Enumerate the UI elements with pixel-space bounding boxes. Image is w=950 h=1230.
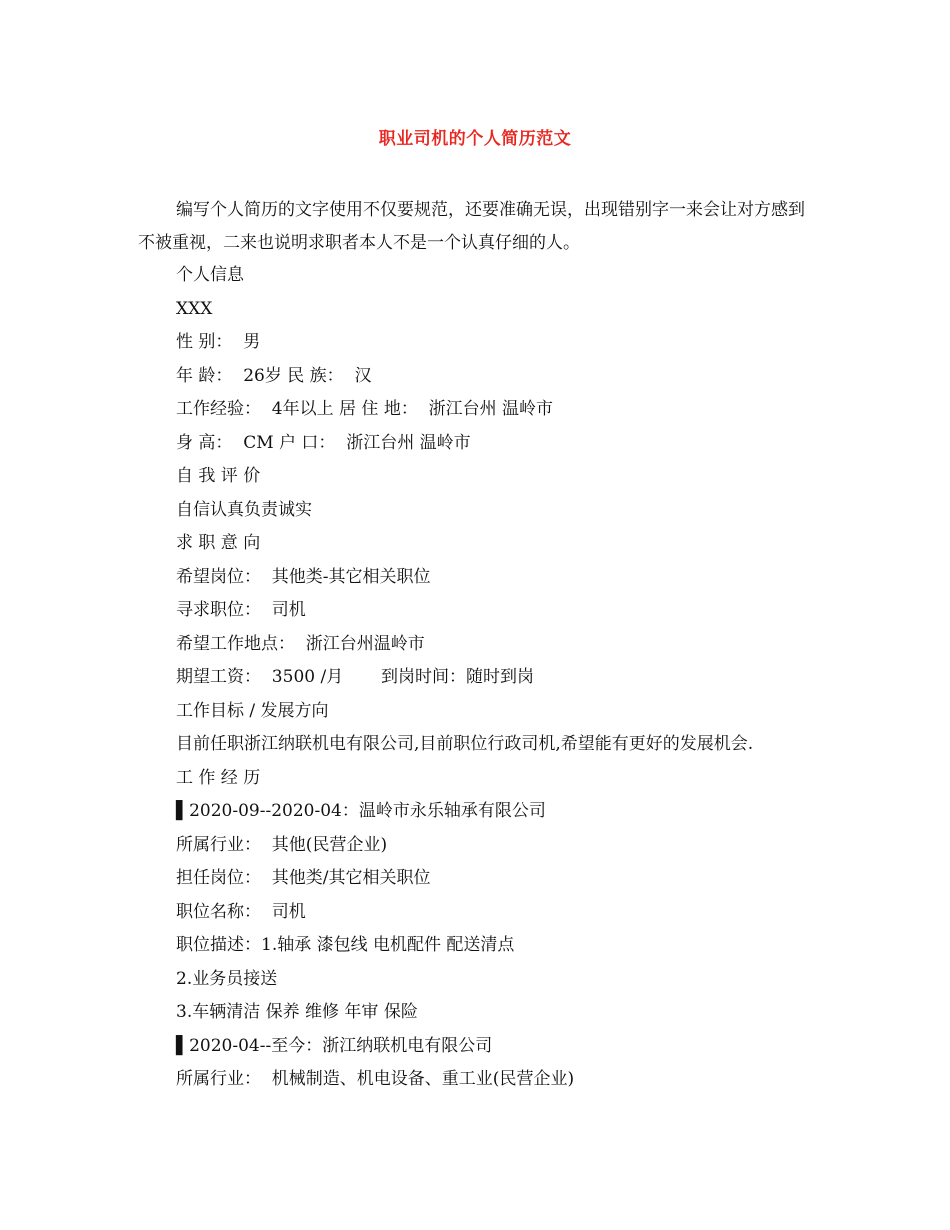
intro-paragraph: 编写个人简历的文字使用不仅要规范，还要准确无误，出现错别字一来会让对方感到不被重视，二来也说明求职者本人不是一个认真仔细的人。 [138, 200, 805, 253]
resume-line: 所属行业： 机械制造、机电设备、重工业(民营企业) [176, 1069, 575, 1089]
resume-line: 工作经验： 4年以上 居 住 地： 浙江台州 温岭市 [176, 399, 554, 419]
resume-line: 职位名称： 司机 [176, 901, 306, 922]
resume-line: 2.业务员接送 [176, 968, 278, 989]
resume-line: 期望工资： 3500 /月 到岗时间：随时到岗 [176, 667, 535, 687]
resume-line: 3.车辆清洁 保养 维修 年审 保险 [176, 1002, 418, 1022]
resume-line: ▌2020-04--至今：浙江纳联机电有限公司 [176, 1035, 493, 1056]
document-title: 职业司机的个人简历范文 [378, 129, 572, 149]
resume-line: 目前任职浙江纳联机电有限公司,目前职位行政司机,希望能有更好的发展机会. [176, 734, 754, 754]
resume-lines [176, 259, 836, 1097]
resume-line: 性 别： 男 [176, 332, 261, 352]
resume-line: 工作目标 / 发展方向 [176, 700, 329, 721]
resume-line: 希望岗位： 其他类-其它相关职位 [176, 566, 431, 587]
resume-line: 自信认真负责诚实 [176, 499, 312, 520]
resume-line: 年 龄： 26岁 民 族： 汉 [176, 365, 372, 386]
resume-line: 个人信息 [176, 265, 244, 285]
resume-line: 寻求职位： 司机 [176, 600, 306, 620]
resume-line: 职位描述：1.轴承 漆包线 电机配件 配送清点 [176, 935, 515, 955]
resume-line: 身 高： CM 户 口： 浙江台州 温岭市 [176, 432, 471, 453]
resume-line: 希望工作地点： 浙江台州温岭市 [176, 633, 425, 654]
resume-line: 担任岗位： 其他类/其它相关职位 [176, 868, 431, 888]
resume-line: 自 我 评 价 [176, 466, 261, 486]
resume-line: 所属行业： 其他(民营企业) [176, 834, 388, 855]
resume-line: XXX [176, 298, 213, 319]
resume-line: 求 职 意 向 [176, 533, 261, 553]
resume-line: 工 作 经 历 [176, 767, 261, 788]
resume-line: ▌2020-09--2020-04：温岭市永乐轴承有限公司 [176, 801, 546, 821]
